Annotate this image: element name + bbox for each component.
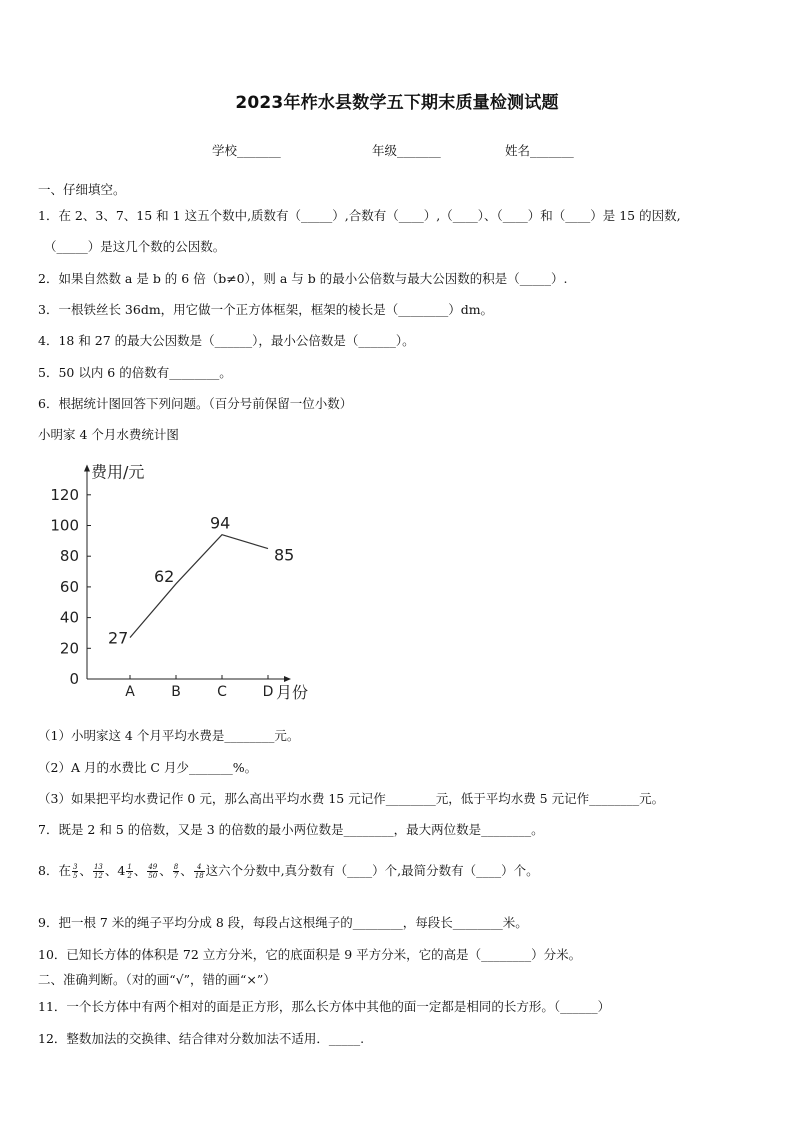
question-2: 2．如果自然数 a 是 b 的 6 倍（b≠0），则 a 与 b 的最小公倍数与最大公因数的积是（_____）.	[38, 271, 568, 286]
name-field: 姓名_______	[505, 143, 574, 158]
question-3: 3．一根铁丝长 36dm，用它做一个正方体框架，框架的棱长是（________）dm。	[38, 302, 494, 317]
question-8-fractions	[71, 863, 206, 878]
question-5: 5．50 以内 6 的倍数有________。	[38, 365, 232, 380]
y-tick-label: 120	[50, 485, 79, 504]
data-label: 27	[108, 628, 129, 648]
x-tick-label: D	[262, 684, 274, 700]
x-axis-arrow	[284, 676, 291, 682]
x-tick-label: B	[171, 684, 181, 700]
question-6-part-1: （1）小明家这 4 个月平均水费是________元。	[38, 728, 300, 743]
fraction-2	[92, 863, 105, 878]
question-7: 7．既是 2 和 5 的倍数，又是 3 的倍数的最小两位数是________，最大两位数是________。	[38, 822, 544, 837]
fraction-whole: 4	[117, 863, 126, 878]
data-label: 94	[210, 513, 231, 533]
y-axis-label: 费用/元	[91, 462, 145, 482]
question-10: 10．已知长方体的体积是 72 立方分米，它的底面积是 9 平方分米，它的高是（________）分米。	[38, 947, 582, 962]
question-6: 6．根据统计图回答下列问题。（百分号前保留一位小数）	[38, 396, 353, 411]
y-tick-label: 80	[59, 547, 79, 566]
question-12: 12．整数加法的交换律、结合律对分数加法不适用．_____.	[38, 1031, 365, 1046]
x-tick-label: A	[125, 684, 135, 700]
grade-field: 年级_______	[372, 143, 441, 158]
question-1-line-2: （_____）是这几个数的公因数。	[44, 239, 226, 254]
question-11: 11．一个长方体中有两个相对的面是正方形，那么长方体中其他的面一定都是相同的长方形。（______）	[38, 999, 611, 1014]
section-2-heading: 二、准确判断。（对的画“√”，错的画“×”）	[38, 972, 276, 987]
fraction-denominator: 18	[194, 872, 204, 880]
question-8-suffix: 这六个分数中,真分数有（____）个,最简分数有（____）个。	[205, 863, 539, 878]
fraction-5	[172, 863, 180, 878]
school-field: 学校_______	[212, 143, 281, 158]
section-1-heading: 一、仔细填空。	[38, 182, 126, 197]
fraction-denominator: 50	[148, 872, 158, 880]
fraction-denominator: 12	[93, 872, 103, 880]
y-tick-label: 60	[59, 577, 79, 596]
fraction-6	[193, 863, 206, 878]
water-fee-line-chart	[38, 452, 358, 714]
page-title: 2023年柞水县数学五下期末质量检测试题	[235, 93, 559, 113]
y-tick-label: 0	[69, 670, 79, 688]
fraction-numerator: 3	[72, 863, 78, 871]
series-line	[130, 535, 268, 638]
fraction-numerator: 13	[93, 863, 103, 871]
separator: 、	[159, 863, 172, 878]
fraction-numerator: 1	[127, 863, 132, 871]
fraction-numerator: 4	[194, 863, 205, 872]
data-label: 62	[154, 566, 175, 586]
y-tick-label: 20	[59, 639, 79, 658]
x-axis-label: 月份	[276, 683, 309, 702]
data-label: 85	[274, 545, 295, 565]
question-8	[38, 862, 539, 880]
fraction-denominator: 7	[173, 872, 179, 880]
question-9: 9．把一根 7 米的绳子平均分成 8 段，每段占这根绳子的________，每段长________米。	[38, 915, 528, 930]
separator: 、	[79, 863, 92, 878]
fraction-denominator: 2	[127, 872, 132, 880]
question-1-line-1: 1．在 2、3、7、15 和 1 这五个数中,质数有（_____）,合数有（____）,（____）、（____）和（____）是 15 的因数,	[38, 208, 681, 223]
y-axis-arrow	[84, 464, 90, 471]
question-6-part-3: （3）如果把平均水费记作 0 元，那么高出平均水费 15 元记作________元，低于平均水费 5 元记作________元。	[38, 791, 665, 806]
fraction-numerator: 8	[173, 863, 179, 871]
separator: 、	[180, 863, 193, 878]
chart-caption: 小明家 4 个月水费统计图	[38, 427, 179, 442]
x-tick-label: C	[217, 684, 227, 700]
question-6-part-2: （2）A 月的水费比 C 月少_______%。	[38, 760, 258, 775]
fraction-numerator: 49	[148, 863, 158, 871]
y-tick-label: 40	[59, 608, 79, 627]
y-tick-label: 100	[50, 516, 79, 535]
fraction-3	[117, 863, 133, 878]
fraction-4	[146, 863, 159, 878]
question-4: 4．18 和 27 的最大公因数是（______），最小公倍数是（______）。	[38, 333, 415, 348]
fraction-denominator: 5	[72, 872, 78, 880]
question-8-prefix: 8．在	[38, 863, 71, 878]
separator: 、	[133, 863, 147, 878]
separator: 、	[104, 863, 118, 878]
